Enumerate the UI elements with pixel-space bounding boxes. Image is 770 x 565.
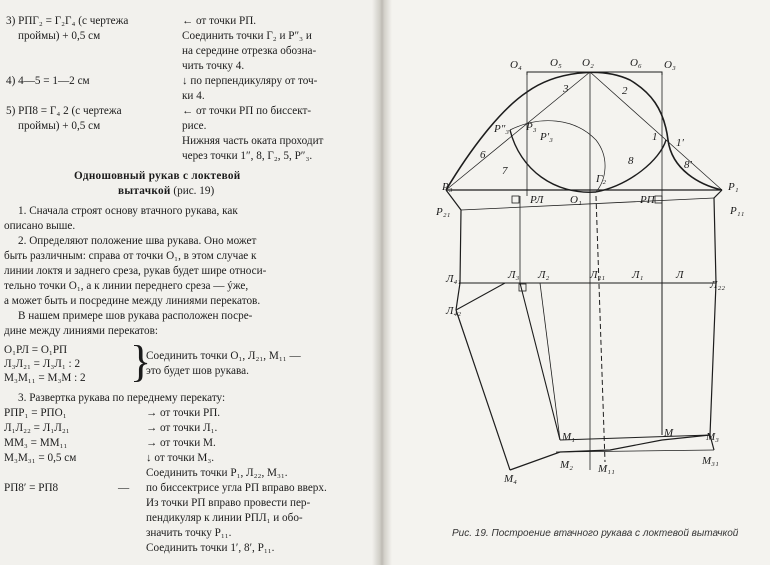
- figure-caption: Рис. 19. Построение втачного рукава с локтевой вытачкой: [452, 528, 739, 539]
- formula: РП8′ = РП8: [4, 482, 59, 494]
- label-8: 8: [628, 155, 634, 167]
- label-P3p: Р′₃: [540, 131, 553, 143]
- label-P3: Р₃: [526, 121, 537, 133]
- formula: ММ₃ = ММ₁₁: [4, 437, 68, 449]
- label-2: 2: [622, 85, 628, 97]
- paragraph-line: 2. Определяют положение шва рукава. Оно может: [18, 235, 257, 247]
- label-P11: Р₁₁: [730, 205, 745, 217]
- step4-note: ↓ по перпендикуляру от точ-: [182, 75, 318, 87]
- paragraph-line: описано выше.: [4, 220, 76, 232]
- right-angle-mark: [512, 196, 519, 203]
- right-seam: [710, 190, 722, 435]
- formula-note: Из точки РП вправо провести пер-: [146, 497, 311, 509]
- paragraph-line: дине между линиями перекатов:: [4, 325, 159, 337]
- step3-note: на середине отрезка обозна-: [182, 45, 317, 57]
- label-O6: О₆: [630, 57, 642, 69]
- vertical-line: [540, 283, 560, 440]
- base-line-2: [461, 198, 714, 210]
- formula: РПР₁ = РПО₁: [4, 407, 67, 419]
- section-heading: Одношовный рукав с локтевой: [74, 170, 241, 182]
- label-L2: Л₂: [538, 269, 550, 281]
- back-seam: [456, 310, 510, 470]
- label-1prime: 1′: [676, 137, 684, 149]
- formula-note: пендикуляр к линии РПЛ₁ и обо-: [146, 512, 303, 524]
- sleeve-cap-top: [446, 72, 722, 190]
- label-M: М: [664, 427, 674, 439]
- label-1: 1: [652, 131, 658, 143]
- paragraph-line: В нашем примере шов рукава расположен посре-: [18, 310, 253, 322]
- formula: Л₁Л₂₂ = Л₁Л₂₁: [4, 422, 70, 434]
- step3-note: чить точку 4.: [182, 60, 245, 72]
- label-M11: М₁₁: [598, 463, 615, 475]
- label-L1: Л₁: [632, 269, 644, 281]
- right-brace-icon: }: [130, 337, 152, 386]
- step5-note: Нижняя часть оката проходит: [182, 135, 324, 147]
- label-P3-left: Р₃: [442, 181, 453, 193]
- formula-note: → от точки РП.: [146, 407, 221, 419]
- label-L42: Л₄₂: [446, 305, 462, 317]
- label-O5: О₅: [550, 57, 562, 69]
- step5-note: ← от точки РП по биссект-: [182, 105, 312, 117]
- step3-formula-cont: проймы) + 0,5 см: [18, 30, 101, 42]
- step4-note: ки 4.: [182, 90, 205, 102]
- formula-note: → от точки М.: [146, 437, 216, 449]
- label-M3: М₃: [706, 431, 719, 443]
- equation: О₁РЛ = О₁РП: [4, 344, 68, 356]
- label-3: 3: [563, 83, 569, 95]
- step3-formula: 3) РПГ₂ = Г₂Г₄ (с чертежа: [6, 15, 129, 27]
- sleeve-cap-inner-arc: [510, 121, 605, 192]
- step4-formula: 4) 4—5 = 1—2 см: [6, 75, 90, 87]
- formula-note: по биссектрисе угла РП вправо вверх.: [146, 482, 327, 494]
- paragraph-line: 3. Развертка рукава по переднему перекату:: [18, 392, 226, 404]
- label-G2: Г₂: [596, 173, 607, 185]
- equation: М₃М₁₁ = М₃М : 2: [4, 372, 86, 384]
- equation-note: это будет шов рукава.: [146, 365, 249, 377]
- formula: М₃М₃₁ = 0,5 см: [4, 452, 77, 464]
- formula-note: значить точку Р₁₁.: [146, 527, 232, 539]
- paragraph-line: тельно точки О₁, а к линии переднего среза — ýже,: [4, 280, 249, 292]
- label-M1: М₁: [562, 431, 575, 443]
- label-8prime: 8′: [684, 159, 692, 171]
- formula-note: → от точки Л₁.: [146, 422, 218, 434]
- label-M31: М₃₁: [702, 455, 719, 467]
- dart-left-2: [456, 283, 505, 310]
- dart-left: [460, 283, 560, 440]
- figure-reference: (рис. 19): [173, 185, 215, 197]
- equation: Л₃Л₂₁ = Л₃Л₁ : 2: [4, 358, 81, 370]
- label-O3: О₃: [664, 59, 676, 71]
- paragraph-line: а может быть и посредине между линиями перекатов.: [4, 295, 261, 307]
- section-heading-word: вытачкой: [118, 185, 171, 197]
- formula-note: Соединить точки Р₁, Л₂₂, М₃₁.: [146, 467, 288, 479]
- label-L: Л: [676, 269, 684, 281]
- label-7: 7: [502, 165, 508, 177]
- paragraph-line: линии локтя и заднего среза, рукав будет шире относи-: [4, 265, 267, 277]
- label-6: 6: [480, 149, 486, 161]
- step3-note: ← от точки РП.: [182, 15, 257, 27]
- label-O4: О₄: [510, 59, 522, 71]
- label-PP: РП: [640, 194, 655, 206]
- formula-note: ↓ от точки М₃.: [146, 452, 215, 464]
- paragraph-line: 1. Сначала строят основу втачного рукава, как: [18, 205, 238, 217]
- label-M2: М₂: [560, 459, 573, 471]
- label-L22: Л₂₂: [710, 279, 726, 291]
- formula-dash: —: [118, 482, 130, 494]
- label-P3pp: Р″₃: [494, 123, 510, 135]
- label-L41: Л₄₁: [446, 273, 462, 285]
- vertical-line: [596, 196, 605, 462]
- label-PL: РЛ: [530, 194, 544, 206]
- label-L21: Л₂₁: [590, 269, 606, 281]
- label-M4: М₄: [504, 473, 517, 485]
- sleeve-cap-lower-left: [510, 130, 596, 192]
- step5-formula-cont: проймы) + 0,5 см: [18, 120, 101, 132]
- label-P21: Р₂₁: [436, 206, 451, 218]
- right-angle-mark: [655, 196, 662, 203]
- equation-note: Соединить точки О₁, Л₂₁, М₁₁ —: [146, 350, 301, 362]
- formula-note: Соединить точки 1′, 8′, Р₁₁.: [146, 542, 275, 554]
- label-O2: О₂: [582, 57, 594, 69]
- step5-note: рисе.: [182, 120, 207, 132]
- label-P1: Р₁: [728, 181, 739, 193]
- paragraph-line: быть различным: справа от точки О₁, в этом случае к: [4, 250, 257, 262]
- step5-note: через точки 1″, 8, Г₂, 5, Р″₃.: [182, 150, 313, 162]
- label-L3: Л₃: [508, 269, 520, 281]
- label-O1: О₁: [570, 194, 582, 206]
- step5-formula: 5) РП8 = Г₄ 2 (с чертежа: [6, 105, 122, 117]
- step3-note: Соединить точки Г₂ и Р″₃ и: [182, 30, 312, 42]
